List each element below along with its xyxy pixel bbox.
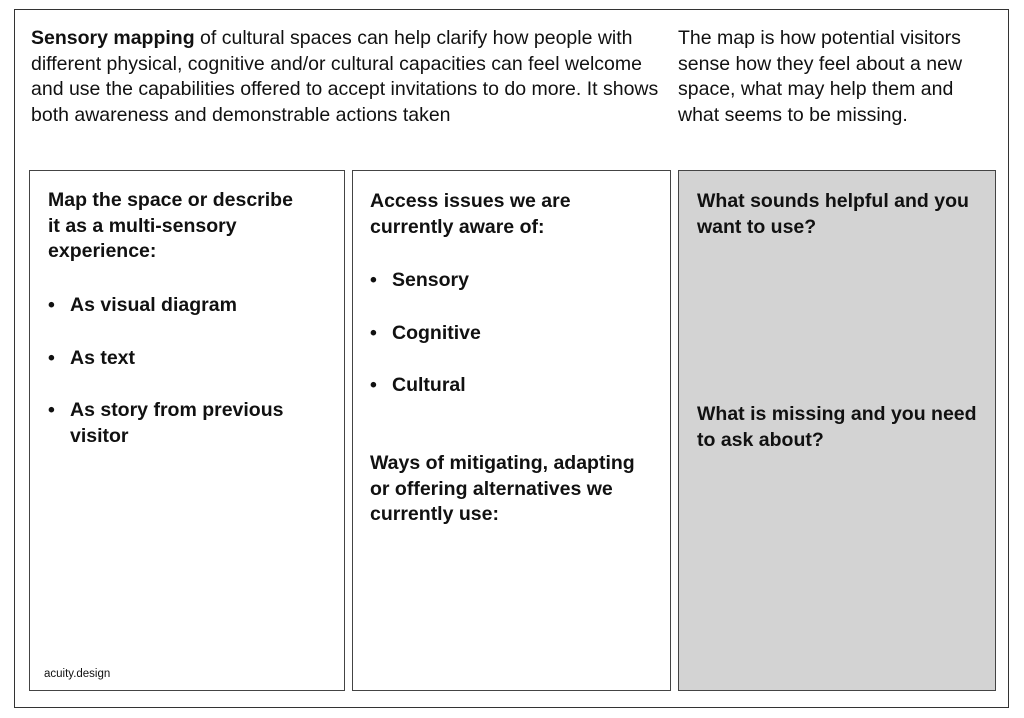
bullet-glyph: • — [370, 321, 377, 344]
list-item — [48, 398, 328, 449]
panel-map-space-heading: Map the space or describe it as a multi-sensory experience: — [48, 189, 293, 262]
intro-paragraph — [31, 26, 671, 128]
panel-map-space — [29, 170, 345, 691]
list-item — [370, 373, 650, 399]
intro-body: of cultural spaces can help clarify how people with different physical, cognitive and/or cultural capacities can feel welcome and use the capabilities offered to accept invitations to do more. It shows both awareness and demonstrable actions taken — [31, 27, 659, 126]
panel-access-issues-heading: Access issues we are currently aware of: — [370, 190, 571, 238]
bullet-glyph: • — [48, 294, 55, 316]
panel-missing-heading: What is missing and you need to ask about? — [697, 403, 977, 451]
list-item — [370, 268, 650, 294]
panel-access-issues — [352, 170, 671, 691]
list-item-label: As visual diagram — [70, 294, 237, 316]
list-item-label: Sensory — [392, 269, 469, 291]
list-item-label: As text — [70, 346, 136, 369]
bullet-glyph: • — [48, 346, 55, 369]
panel-access-issues-list — [370, 268, 650, 426]
credit-text: acuity.design — [44, 668, 111, 680]
bullet-glyph: • — [48, 399, 55, 421]
list-item-label: As story from previous visitor — [70, 399, 284, 447]
list-item — [370, 321, 650, 347]
list-item — [48, 293, 328, 319]
panel-visitor-needs — [678, 170, 996, 691]
list-item — [48, 346, 328, 372]
panel-mitigation-heading: Ways of mitigating, adapting or offering alternatives we currently use: — [370, 452, 635, 525]
bullet-glyph: • — [370, 374, 377, 396]
list-item-label: Cultural — [392, 374, 466, 396]
list-item-label: Cognitive — [392, 321, 481, 344]
panel-map-space-list — [48, 293, 328, 476]
intro-lead: Sensory mapping — [31, 27, 195, 49]
panel-helpful-heading: What sounds helpful and you want to use? — [697, 190, 969, 238]
bullet-glyph: • — [370, 269, 377, 291]
aside-paragraph: The map is how potential visitors sense how they feel about a new space, what may help them and what seems to be missing. — [678, 27, 963, 126]
